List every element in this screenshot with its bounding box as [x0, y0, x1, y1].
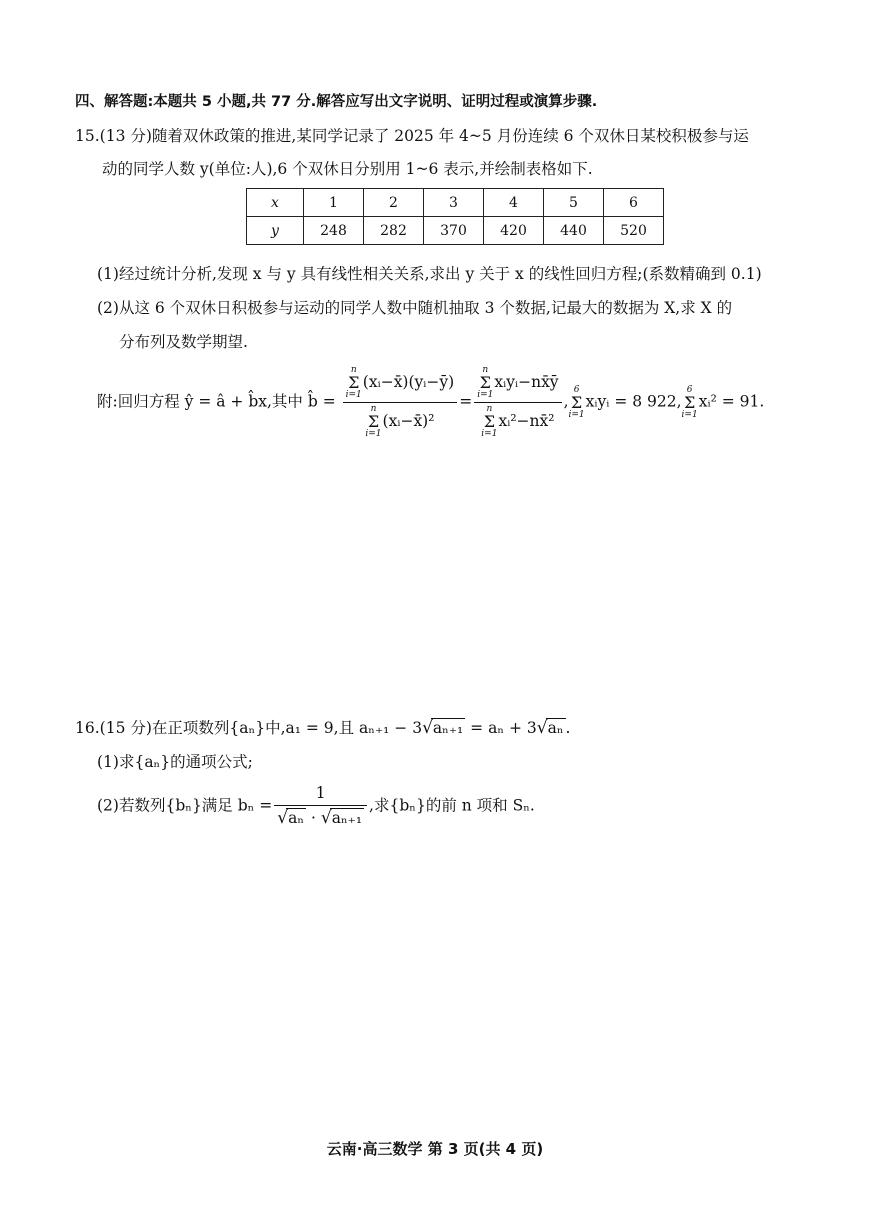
sqrt-sign: √ — [422, 718, 433, 738]
q16-part2 — [97, 784, 535, 828]
sum-upper-6: 6 — [686, 384, 693, 395]
q16-text-a: 在正项数列{aₙ}中,a₁ = 9,且 aₙ₊₁ − 3 — [151, 719, 423, 737]
frac2-numerator: xᵢyᵢ−nx̄ȳ — [494, 373, 559, 391]
table-cell: 420 — [484, 217, 544, 245]
q15-part2-line1: (2)从这 6 个双休日积极参与运动的同学人数中随机抽取 3 个数据,记最大的数据为 X,求 X 的 — [97, 299, 733, 317]
appendix-prefix: 附:回归方程 — [97, 392, 185, 411]
q16-part2-text-a: (2)若数列{bₙ}满足 bₙ = — [97, 796, 273, 815]
appendix-given-1: xᵢyᵢ = 8 922, — [585, 392, 682, 411]
table-cell: 5 — [544, 189, 604, 217]
table-cell: 440 — [544, 217, 604, 245]
sum-upper: n — [482, 365, 489, 375]
q16-text-b: = aₙ + 3 — [465, 719, 537, 737]
q16-text-c: . — [565, 719, 571, 737]
q16-score: (15 分) — [99, 719, 152, 737]
q16-part1: (1)求{aₙ}的通项公式; — [97, 753, 253, 771]
appendix-fraction-1: n Σ i=1 (xᵢ−x̄)(yᵢ−ȳ) n Σ i=1 (xᵢ−x̄)² — [343, 366, 458, 439]
frac1-denominator: (xᵢ−x̄)² — [382, 412, 435, 430]
q15-part2-line2: 分布列及数学期望. — [119, 333, 248, 351]
q16-den-radicand-1: aₙ — [288, 808, 305, 827]
sum-upper-6: 6 — [573, 384, 580, 395]
q16-den-radicand-2: aₙ₊₁ — [331, 808, 363, 827]
table-row-y — [247, 217, 664, 245]
q16-frac-numerator: 1 — [274, 784, 367, 806]
q15-line1 — [75, 124, 749, 146]
table-row-x — [247, 189, 664, 217]
sqrt-sign: √ — [320, 807, 332, 828]
sum-lower: i=1 — [365, 429, 382, 439]
frac2-denominator: xᵢ²−nx̄² — [498, 412, 555, 430]
sum-upper: n — [350, 365, 357, 375]
table-cell: 4 — [484, 189, 544, 217]
table-cell: 248 — [304, 217, 364, 245]
q15-number: 15. — [75, 127, 100, 145]
q15-data-table — [246, 188, 664, 245]
appendix-fraction-2: n Σ i=1 xᵢyᵢ−nx̄ȳ n Σ i=1 xᵢ²−nx̄² — [474, 366, 561, 439]
q16-radicand-1: aₙ₊₁ — [432, 719, 464, 737]
sum-upper: n — [370, 404, 377, 414]
q16-den-dot: · — [306, 808, 321, 827]
sum-lower: i=1 — [345, 390, 362, 400]
sum-lower: i=1 — [681, 409, 698, 420]
appendix-given-2: xᵢ² = 91. — [698, 392, 765, 411]
frac1-numerator: (xᵢ−x̄)(yᵢ−ȳ) — [362, 373, 455, 391]
table-cell: 6 — [604, 189, 664, 217]
table-cell: 370 — [424, 217, 484, 245]
table-cell: 282 — [364, 217, 424, 245]
page-footer: 云南·高三数学 第 3 页(共 4 页) — [326, 1140, 544, 1158]
appendix-equation: ŷ = â + b̂x,其中 b̂ = — [184, 392, 336, 411]
section-heading — [75, 90, 597, 111]
table-cell: 2 — [364, 189, 424, 217]
sqrt-sign: √ — [277, 807, 289, 828]
sum-lower: i=1 — [481, 429, 498, 439]
q15-score: (13 分) — [99, 127, 152, 145]
section-heading-bold: 四、解答题:本题共 5 小题,共 77 分. — [75, 94, 317, 110]
q15-part1: (1)经过统计分析,发现 x 与 y 具有线性相关关系,求出 y 关于 x 的线性回归方程;(系数精确到 0.1) — [97, 265, 762, 283]
q16-fraction — [274, 784, 367, 828]
table-cell: 520 — [604, 217, 664, 245]
sqrt-sign: √ — [536, 718, 548, 738]
q16-line1 — [75, 716, 570, 738]
q16-number: 16. — [75, 719, 100, 737]
q15-line2: 动的同学人数 y(单位:人),6 个双休日分别用 1~6 表示,并绘制表格如下. — [102, 160, 593, 178]
q15-appendix: 附:回归方程 ŷ = â + b̂x,其中 b̂ = n Σ i=1 (xᵢ−x̄)(yᵢ−ȳ) n Σ i=1 (xᵢ−x̄)² = n Σ i=1 xᵢyᵢ−nx̄ȳ n Σ i=1 xᵢ²−nx̄² , 6 Σ i=1 xᵢyᵢ = 8 922, 6 Σ i=1 xᵢ² = 91. — [97, 365, 765, 439]
table-header-x: x — [247, 189, 304, 217]
table-header-y: y — [247, 217, 304, 245]
section-heading-rest: 解答应写出文字说明、证明过程或演算步骤. — [316, 94, 598, 110]
table-cell: 3 — [424, 189, 484, 217]
table-cell: 1 — [304, 189, 364, 217]
q15-text-line1: 随着双休政策的推进,某同学记录了 2025 年 4~5 月份连续 6 个双休日某校积极参与运 — [151, 127, 749, 145]
sum-lower: i=1 — [568, 409, 585, 420]
q16-part2-text-b: ,求{bₙ}的前 n 项和 Sₙ. — [369, 796, 535, 815]
sum-upper: n — [486, 404, 493, 414]
sum-lower: i=1 — [477, 390, 494, 400]
q16-radicand-2: aₙ — [547, 719, 564, 737]
